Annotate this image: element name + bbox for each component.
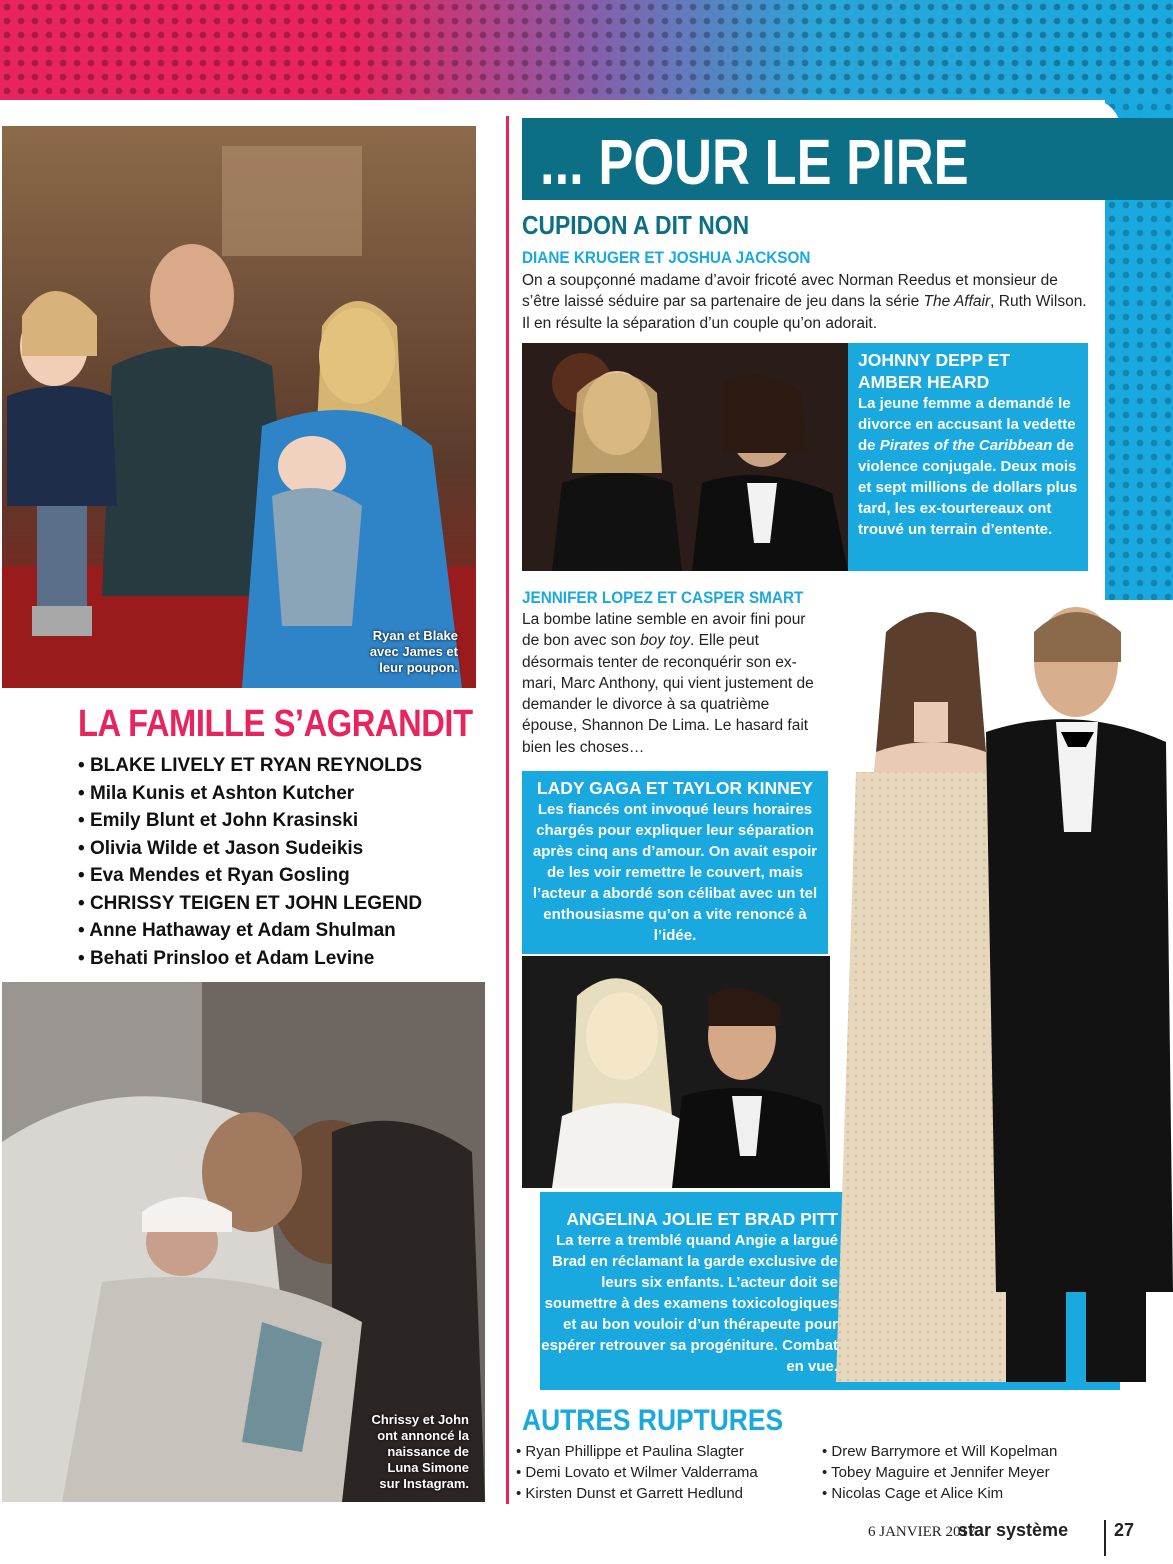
gaga-text: Les fiancés ont invoqué leurs horaires chargés pour expliquer leur séparation après cinq ans d’amour. On avait espoir de les voir remettre le couvert, mais l’acteur a abordé son célibat avec un tel enthousiasme qu’on a vite renoncé à l’idée. (532, 801, 818, 944)
list-item: • Kirsten Dunst et Garrett Hedlund (516, 1483, 758, 1504)
list-item: • Emily Blunt et John Krasinski (78, 807, 422, 835)
text-span: La bombe latine semble en avoir fini pour de bon avec son (522, 611, 806, 650)
ruptures-list-left (516, 1441, 758, 1504)
depp-title-2: AMBER HEARD (858, 372, 990, 392)
text-span: On a soupçonné madame d’avoir fricoté avec Norman Reedus et monsieur de s’être laissé séduire par sa partenaire de jeu dans la série (522, 272, 1058, 311)
text-span: La jeune femme a demandé le divorce en accusant la vedette de (858, 395, 1076, 454)
column-divider (506, 116, 509, 1504)
banner-dot-pattern (0, 0, 1173, 100)
family-list (78, 752, 422, 972)
list-item: • Anne Hathaway et Adam Shulman (78, 917, 422, 945)
page-number: 27 (1114, 1520, 1135, 1540)
photo-depp-heard-art (522, 343, 848, 571)
photo-jolie-pitt (836, 592, 1173, 1392)
depp-title-1: JOHNNY DEPP ET (858, 350, 1011, 370)
list-item: • Mila Kunis et Ashton Kutcher (78, 780, 422, 808)
gaga-title: LADY GAGA ET TAYLOR KINNEY (536, 778, 814, 798)
list-item: • Nicolas Cage et Alice Kim (822, 1483, 1057, 1504)
footer-date: 6 JANVIER 2017 (868, 1524, 976, 1540)
lopez-text (522, 609, 822, 758)
footer-separator (1104, 1520, 1106, 1556)
jolie-text-block (540, 1208, 838, 1377)
list-item: • Drew Barrymore et Will Kopelman (822, 1441, 1057, 1462)
caption-line: Chrissy et John (371, 1412, 469, 1427)
text-italic: boy toy (640, 632, 691, 650)
lopez-heading: JENNIFER LOPEZ ET CASPER SMART (522, 588, 804, 607)
photo-reynolds-family-art (2, 126, 476, 688)
caption-line: avec James et (369, 644, 458, 659)
cupidon-heading: CUPIDON A DIT NON (522, 210, 750, 240)
jolie-text: La terre a tremblé quand Angie a largué Brad en réclamant la garde exclusive de leurs six enfants. L’acteur doit se soumettre à des examens toxicologiques et au bon vouloir d’un thérapeute pour espérer retrouver sa progéniture. Combat en vue. (541, 1232, 838, 1375)
kruger-text (522, 270, 1092, 334)
section-title-pire: ... POUR LE PIRE (540, 126, 969, 198)
caption-line: sur Instagram. (379, 1476, 469, 1491)
jolie-title: ANGELINA JOLIE ET BRAD PITT (566, 1209, 838, 1229)
text-italic: Pirates of the Caribbean (879, 437, 1053, 454)
photo-jolie-pitt-art (836, 592, 1173, 1392)
photo-gaga-kinney-art (522, 956, 830, 1188)
text-span: , Ruth Wilson. Il en résulte la séparation d’un couple qu’on adorait. (522, 293, 1087, 332)
list-item: • Ryan Phillippe et Paulina Slagter (516, 1441, 758, 1462)
list-item: • Behati Prinsloo et Adam Levine (78, 945, 422, 973)
photo-gaga-kinney (522, 956, 830, 1188)
caption-line: naissance de (387, 1444, 469, 1459)
photo-caption-legend (371, 1412, 469, 1492)
list-item: • Demi Lovato et Wilmer Valderrama (516, 1462, 758, 1483)
footer-brand: star système (958, 1520, 1069, 1540)
caption-line: leur poupon. (379, 660, 458, 675)
family-section-title: LA FAMILLE S’AGRANDIT (78, 703, 473, 745)
text-span: de violence conjugale. Deux mois et sept millions de dollars plus tard, les ex-tourtereaux ont trouvé un terrain d’entente. (858, 437, 1078, 538)
depp-text (858, 393, 1078, 540)
caption-line: Ryan et Blake (372, 628, 458, 643)
list-item: • CHRISSY TEIGEN ET JOHN LEGEND (78, 890, 422, 918)
list-item: • BLAKE LIVELY ET RYAN REYNOLDS (78, 752, 422, 780)
depp-box (848, 343, 1088, 571)
photo-depp-heard (522, 343, 848, 571)
photo-legend-family (2, 982, 485, 1502)
text-italic: The Affair (923, 293, 991, 311)
caption-line: ont annoncé la (377, 1428, 469, 1443)
photo-caption-reynolds (370, 628, 458, 676)
text-span: . Elle peut désormais tenter de reconquérir son ex-mari, Marc Anthony, qui vient justement de demander le divorce à sa quatrième épouse, Shannon De Lima. Le hasard fait bien les choses… (522, 632, 814, 756)
gaga-box (522, 771, 828, 954)
photo-reynolds-family (2, 126, 476, 688)
list-item: • Tobey Maguire et Jennifer Meyer (822, 1462, 1057, 1483)
ruptures-list-right (822, 1441, 1057, 1504)
list-item: • Olivia Wilde et Jason Sudeikis (78, 835, 422, 863)
caption-line: Luna Simone (387, 1460, 469, 1475)
list-item: • Eva Mendes et Ryan Gosling (78, 862, 422, 890)
kruger-heading: DIANE KRUGER ET JOSHUA JACKSON (522, 248, 811, 267)
autres-title: AUTRES RUPTURES (522, 1404, 784, 1437)
